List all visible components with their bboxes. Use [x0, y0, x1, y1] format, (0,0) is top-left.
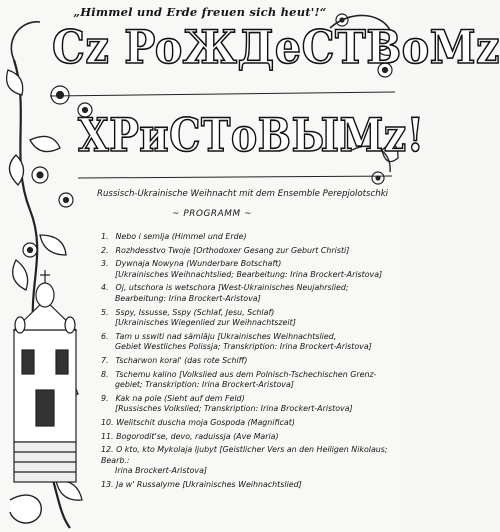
- program-item: [101, 259, 397, 280]
- program-item-title: Bogorodit'se, devo, raduissja (Ave Maria): [116, 431, 279, 441]
- title-line-2: ХРиСТоВЫМz!: [78, 108, 425, 162]
- program-item: [101, 283, 397, 304]
- program-item: [101, 418, 397, 429]
- program-item-title: Rozhdesstvo Twoje [Orthodoxer Gesang zur Geburt Christi]: [115, 245, 350, 255]
- program-item-note: Gebiet Westliches Polissja; Transkription: Irina Brockert-Aristova]: [115, 342, 372, 352]
- program-item: [101, 394, 397, 415]
- program-item-title: Dywnaja Nowyna (Wunderbare Botschaft): [115, 259, 282, 269]
- program-item: [101, 308, 397, 329]
- program-item-title: Ja w' Russalyme [Ukrainisches Weihnachtslied]: [116, 479, 302, 489]
- program-item-title: Sspy, Issusse, Sspy (Schlaf, Jesu, Schlaf): [115, 307, 275, 317]
- program-item-title: O kto, kto Mykolaja ljubyt [Geistlicher Vers an den Heiligen Nikolaus; Bearb.:: [101, 445, 388, 465]
- program-item-note: Irina Brockert-Aristova]: [115, 466, 207, 476]
- program-item-number: 4.: [101, 283, 109, 293]
- program-item-number: 1.: [101, 232, 109, 241]
- program-item: [101, 356, 397, 367]
- program-item-title: Tscharwon koral' (das rote Schiff): [115, 355, 248, 365]
- program-item-title: Nebo i semlja (Himmel und Erde): [115, 232, 247, 241]
- title-line-1: Cz PoЖДеСТВоМz: [52, 20, 500, 74]
- program-heading: ~ PROGRAMM ~: [172, 209, 253, 219]
- program-item: [101, 370, 397, 391]
- program-list: [101, 232, 397, 493]
- program-item: [101, 445, 397, 477]
- program-item-number: 9.: [101, 393, 109, 403]
- program-item-title: Tschemu kalino [Volkslied aus dem Polnisch-Tschechischen Grenz-: [115, 369, 377, 379]
- program-item-note: [Russisches Volkslied; Transkription: Irina Brockert-Aristova]: [115, 404, 353, 414]
- concert-subtitle: Russisch-Ukrainische Weihnacht mit dem Ensemble Perepjolotschki: [97, 189, 389, 199]
- program-item-number: 6.: [101, 331, 109, 341]
- program-item-note: gebiet; Transkription: Irina Brockert-Aristova]: [115, 380, 294, 390]
- program-item-number: 13.: [101, 479, 114, 489]
- program-item-number: 8.: [101, 369, 109, 379]
- program-item-number: 12.: [101, 445, 114, 455]
- program-item: [101, 332, 397, 353]
- program-item-number: 3.: [101, 259, 109, 269]
- motto-heading: „Himmel und Erde freuen sich heut'!“: [73, 5, 327, 19]
- program-item-number: 7.: [101, 355, 109, 365]
- program-item: [101, 246, 397, 257]
- program-item-title: Welitschit duscha moja Gospoda (Magnificat): [116, 417, 295, 427]
- church-illustration: [14, 270, 76, 482]
- program-item-number: 5.: [101, 307, 109, 317]
- program-item-number: 2.: [101, 245, 109, 255]
- program-item-note: [Ukrainisches Wiegenlied zur Weihnachtszeit]: [115, 318, 296, 328]
- program-item-title: Kak na pole (Sieht auf dem Feld): [115, 393, 245, 403]
- program-item-number: 11.: [101, 431, 114, 441]
- program-item-note: [Ukrainisches Weihnachtslied; Bearbeitung: Irina Brockert-Aristova]: [115, 269, 383, 279]
- program-item-note: Bearbeitung: Irina Brockert-Aristova]: [115, 293, 261, 303]
- program-item: [101, 480, 397, 491]
- program-item: [101, 232, 397, 243]
- program-item-title: Oj, utschora is wetschora [West-Ukrainisches Neujahrslied;: [115, 283, 349, 293]
- program-item-title: Tam u sswiti nad sämläju [Ukrainisches Weihnachtslied,: [115, 331, 337, 341]
- program-item-number: 10.: [101, 417, 114, 427]
- program-item: [101, 432, 397, 443]
